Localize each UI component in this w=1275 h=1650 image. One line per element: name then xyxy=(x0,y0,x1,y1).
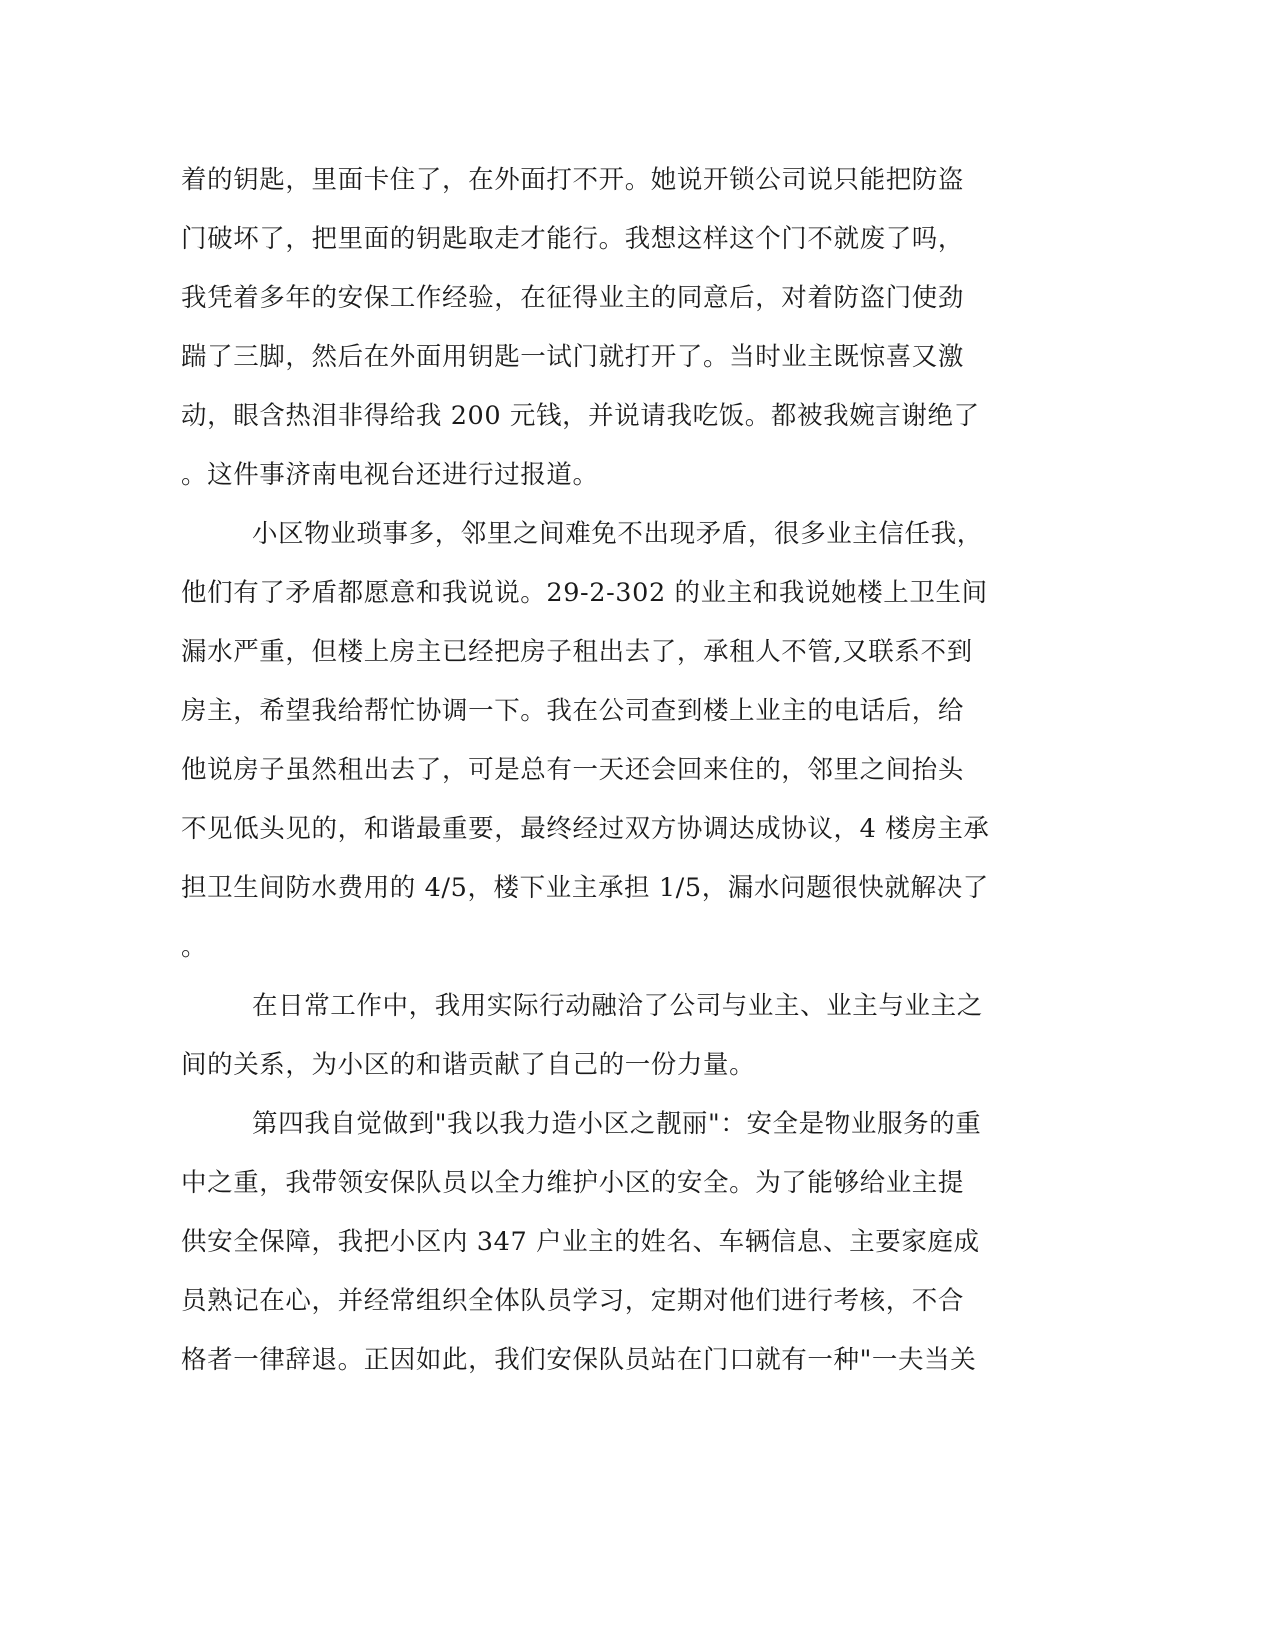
text-line: 房主，希望我给帮忙协调一下。我在公司查到楼上业主的电话后，给 xyxy=(181,696,965,726)
text-line: 他们有了矛盾都愿意和我说说。29-2-302 的业主和我说她楼上卫生间 xyxy=(181,578,988,608)
text-line: 漏水严重，但楼上房主已经把房子租出去了，承租人不管,又联系不到 xyxy=(181,637,973,667)
text-line: 踹了三脚，然后在外面用钥匙一试门就打开了。当时业主既惊喜又激 xyxy=(181,342,965,372)
text-line: 动，眼含热泪非得给我 200 元钱，并说请我吃饭。都被我婉言谢绝了 xyxy=(181,401,980,431)
text-line: 员熟记在心，并经常组织全体队员学习，定期对他们进行考核，不合 xyxy=(181,1286,965,1316)
text-line: 门破坏了，把里面的钥匙取走才能行。我想这样这个门不就废了吗， xyxy=(181,224,965,254)
text-line: 中之重，我带领安保队员以全力维护小区的安全。为了能够给业主提 xyxy=(181,1168,965,1198)
text-line: 不见低头见的，和谐最重要，最终经过双方协调达成协议，4 楼房主承 xyxy=(181,814,990,844)
paragraph-first-line: 在日常工作中，我用实际行动融洽了公司与业主、业主与业主之 xyxy=(252,991,983,1021)
text-line: 间的关系，为小区的和谐贡献了自己的一份力量。 xyxy=(181,1050,756,1080)
text-line: 供安全保障，我把小区内 347 户业主的姓名、车辆信息、主要家庭成 xyxy=(181,1227,980,1257)
text-line: 担卫生间防水费用的 4/5，楼下业主承担 1/5，漏水问题很快就解决了 xyxy=(181,873,989,903)
text-line: 。这件事济南电视台还进行过报道。 xyxy=(181,460,599,490)
text-line: 他说房子虽然租出去了，可是总有一天还会回来住的，邻里之间抬头 xyxy=(181,755,965,785)
paragraph-first-line: 第四我自觉做到"我以我力造小区之靓丽"：安全是物业服务的重 xyxy=(252,1109,982,1139)
text-line: 我凭着多年的安保工作经验，在征得业主的同意后，对着防盗门使劲 xyxy=(181,283,965,313)
text-line: 格者一律辞退。正因如此，我们安保队员站在门口就有一种"一夫当关 xyxy=(181,1345,977,1375)
text-line: 着的钥匙，里面卡住了，在外面打不开。她说开锁公司说只能把防盗 xyxy=(181,165,965,195)
text-line: 。 xyxy=(181,932,208,962)
paragraph-first-line: 小区物业琐事多，邻里之间难免不出现矛盾，很多业主信任我， xyxy=(252,519,983,549)
